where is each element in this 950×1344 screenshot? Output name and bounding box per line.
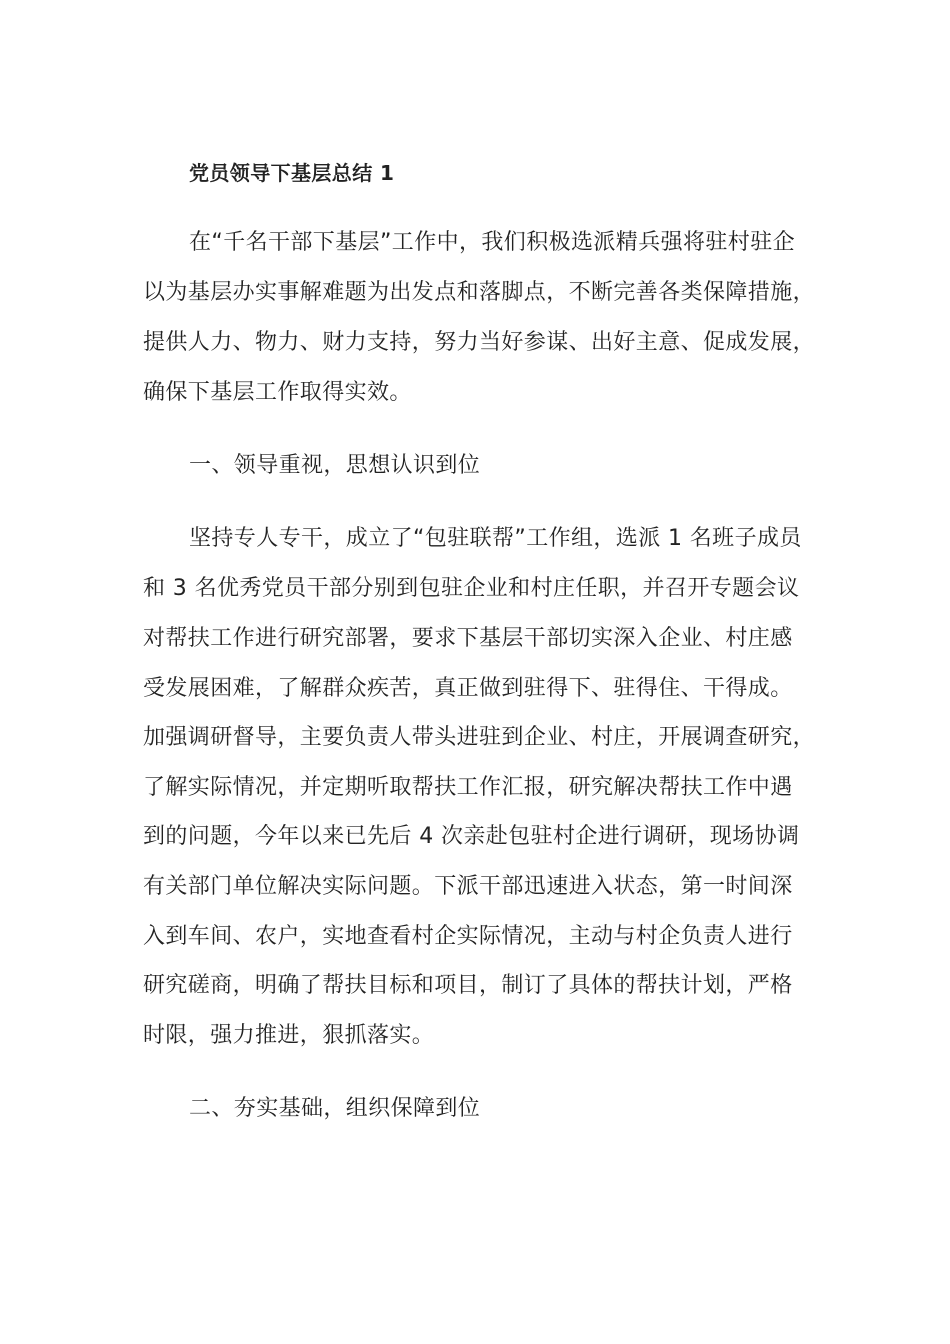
paragraph-2-line-10: 研究磋商，明确了帮扶目标和项目，制订了具体的帮扶计划，严格 bbox=[143, 973, 793, 998]
section-heading-2: 二、夯实基础，组织保障到位 bbox=[189, 1096, 481, 1121]
paragraph-2-line-3: 对帮扶工作进行研究部署，要求下基层干部切实深入企业、村庄感 bbox=[143, 626, 793, 651]
paragraph-2-line-2: 和 3 名优秀党员干部分别到包驻企业和村庄任职，并召开专题会议 bbox=[143, 576, 800, 601]
paragraph-1-line-2: 以为基层办实事解难题为出发点和落脚点，不断完善各类保障措施， bbox=[143, 280, 816, 305]
paragraph-2-line-11: 时限，强力推进，狠抓落实。 bbox=[143, 1023, 435, 1048]
paragraph-1-line-3: 提供人力、物力、财力支持，努力当好参谋、出好主意、促成发展， bbox=[143, 330, 816, 355]
paragraph-2-line-8: 有关部门单位解决实际问题。下派干部迅速进入状态，第一时间深 bbox=[143, 874, 793, 899]
paragraph-1-line-4: 确保下基层工作取得实效。 bbox=[143, 380, 412, 405]
section-heading-1: 一、领导重视，思想认识到位 bbox=[189, 453, 481, 478]
paragraph-2-line-4: 受发展困难，了解群众疾苦，真正做到驻得下、驻得住、干得成。 bbox=[143, 676, 793, 701]
paragraph-2-line-5: 加强调研督导，主要负责人带头进驻到企业、村庄，开展调查研究， bbox=[143, 725, 816, 750]
paragraph-2-line-6: 了解实际情况，并定期听取帮扶工作汇报，研究解决帮扶工作中遇 bbox=[143, 775, 793, 800]
paragraph-2-line-9: 入到车间、农户，实地查看村企实际情况，主动与村企负责人进行 bbox=[143, 924, 793, 949]
document-title: 党员领导下基层总结 1 bbox=[189, 161, 395, 185]
paragraph-1-line-1: 在“千名干部下基层”工作中，我们积极选派精兵强将驻村驻企 bbox=[189, 230, 795, 255]
paragraph-2-line-7: 到的问题，今年以来已先后 4 次亲赴包驻村企进行调研，现场协调 bbox=[143, 824, 800, 849]
paragraph-2-line-1: 坚持专人专干，成立了“包驻联帮”工作组，选派 1 名班子成员 bbox=[189, 526, 802, 551]
